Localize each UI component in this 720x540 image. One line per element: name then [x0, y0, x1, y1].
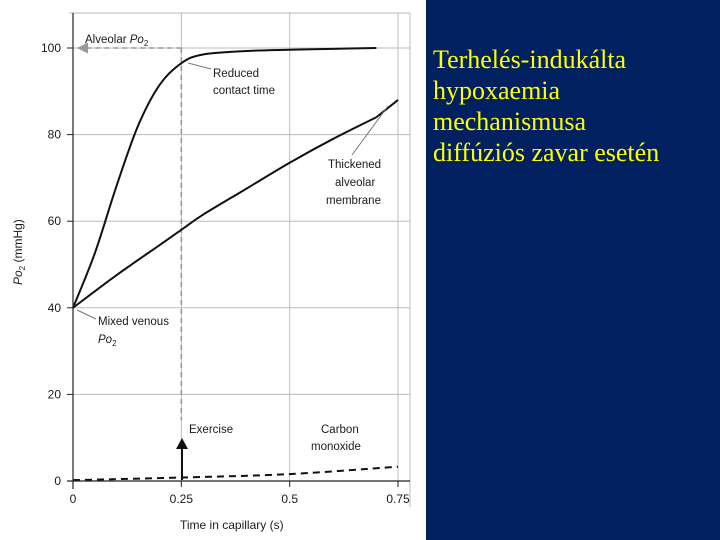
thickened-label-line3: membrane — [326, 195, 381, 207]
y-tick-label: 40 — [47, 300, 61, 315]
x-tick-label: 0.25 — [169, 492, 194, 506]
y-tick-label: 0 — [54, 474, 61, 488]
carbon-monoxide-label-line2: monoxide — [311, 441, 361, 453]
reference-lines — [78, 48, 181, 420]
series-lines — [73, 48, 398, 480]
mixed-venous-leader — [77, 310, 96, 319]
y-tick-label: 100 — [40, 41, 61, 55]
x-tick-label: 0.5 — [281, 492, 299, 506]
x-tick-label: 0 — [69, 492, 77, 506]
thickened-leader — [352, 106, 388, 155]
series-line-2 — [73, 117, 376, 308]
reduced-contact-leader — [188, 63, 211, 69]
x-axis-title: Time in capillary (s) — [180, 518, 284, 532]
title-panel — [426, 0, 720, 540]
y-tick-label: 60 — [47, 214, 61, 229]
series-line-3 — [376, 100, 398, 117]
x-tick-label: 0.75 — [386, 492, 410, 506]
thickened-label-line1: Thickened — [328, 159, 382, 171]
exercise-arrow-head — [176, 438, 188, 449]
mixed-venous-label-line1: Mixed venous — [98, 316, 169, 328]
mixed-venous-label-line2: $Po_2$ — [98, 334, 117, 348]
exercise-label: Exercise — [189, 424, 234, 436]
y-tick-label: 20 — [47, 387, 61, 402]
reduced-contact-label-line1: Reduced — [213, 68, 260, 80]
thickened-label-line2: alveolar — [335, 177, 376, 189]
carbon-monoxide-label-line1: Carbon — [321, 424, 359, 436]
reduced-contact-label-line2: contact time — [213, 85, 275, 97]
y-axis-title: $Po_2$ (mmHg) — [11, 219, 27, 285]
alveolar-po2-label: Alveolar $Po_2$ — [85, 34, 149, 48]
slide-title: Terhelés-indukálta hypoxaemia mechanismusa diffúziós zavar esetén — [433, 45, 660, 167]
series-line-4 — [73, 467, 398, 480]
y-tick-label: 80 — [47, 127, 61, 142]
